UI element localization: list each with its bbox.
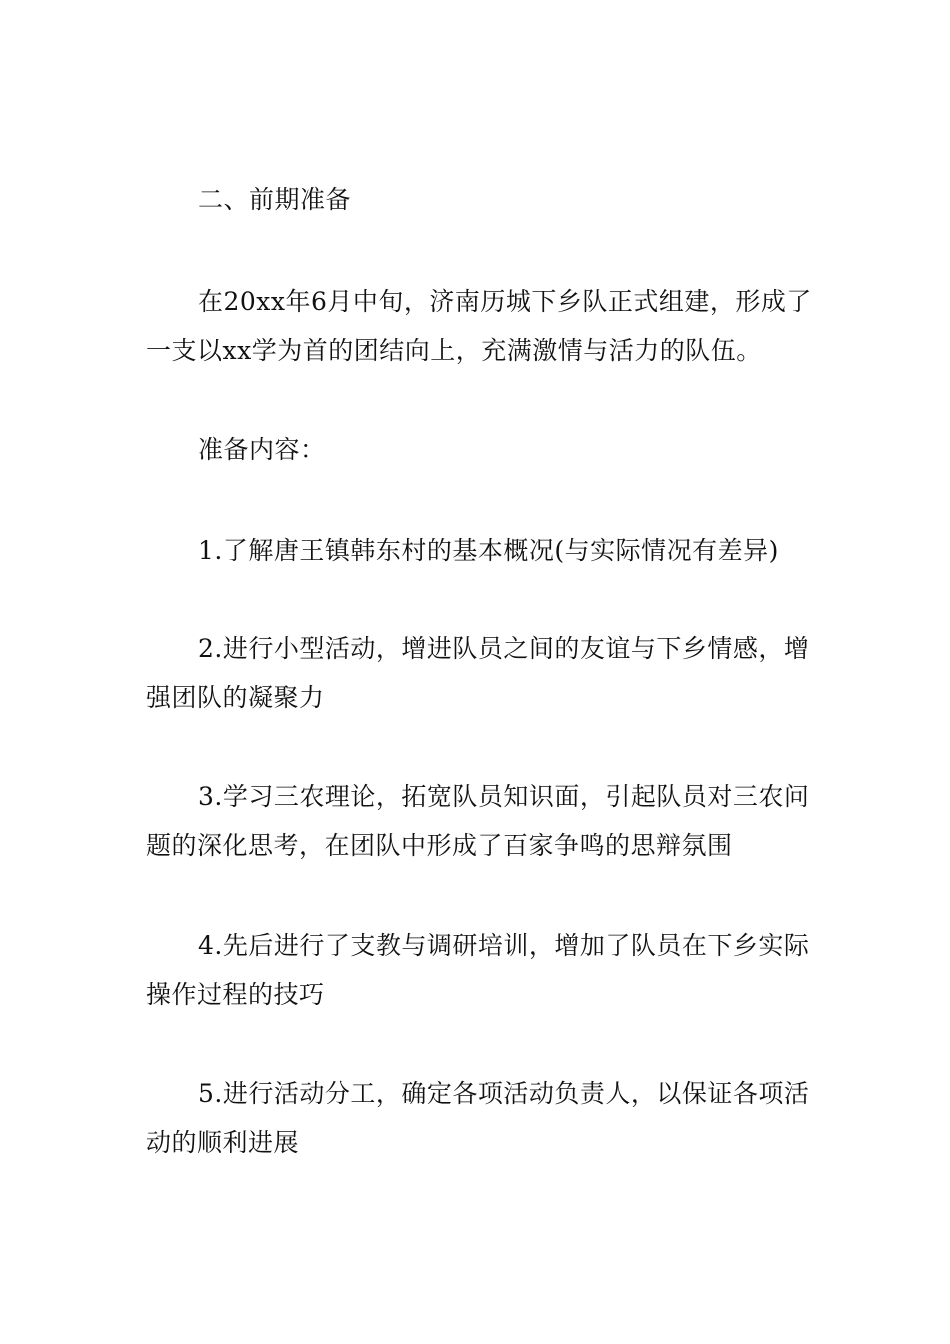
list-item: 1.了解唐王镇韩东村的基本概况(与实际情况有差异): [198, 536, 779, 565]
list-item: 5.进行活动分工，确定各项活动负责人，以保证各项活动的顺利进展: [146, 1079, 810, 1157]
list-item: 2.进行小型活动，增进队员之间的友谊与下乡情感，增强团队的凝聚力: [146, 634, 810, 712]
list-item: 3.学习三农理论，拓宽队员知识面，引起队员对三农问题的深化思考，在团队中形成了百家争鸣的思辩氛围: [146, 782, 810, 860]
prep-label: 准备内容：: [198, 435, 326, 464]
list-item: 4.先后进行了支教与调研培训，增加了队员在下乡实际操作过程的技巧: [146, 931, 810, 1009]
section-heading: 二、前期准备: [198, 185, 352, 214]
intro-paragraph: 在20xx年6月中旬，济南历城下乡队正式组建，形成了一支以xx学为首的团结向上，充满激情与活力的队伍。: [146, 287, 812, 365]
